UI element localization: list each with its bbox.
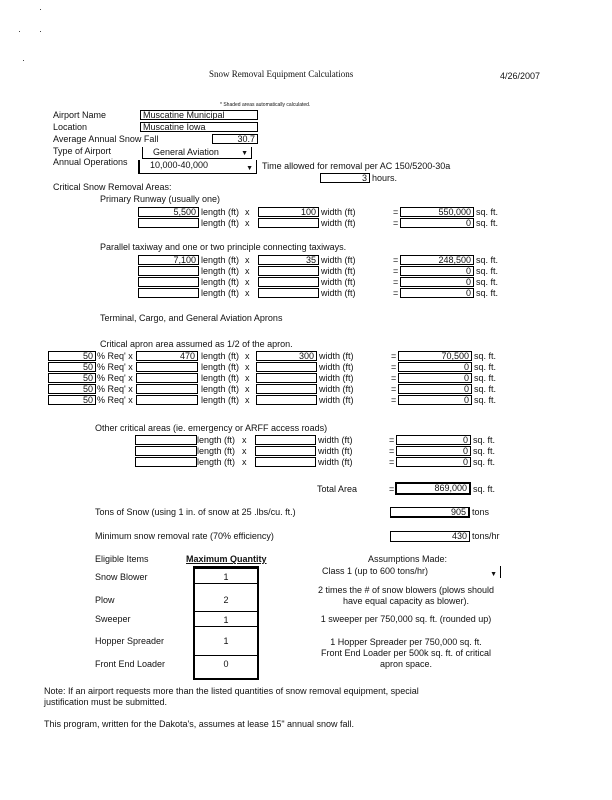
length-label: length (ft): [201, 362, 240, 372]
sweeper-qty: 1: [193, 611, 259, 627]
pct-req-label: % Req' x: [97, 351, 133, 361]
equals-sign: =: [393, 255, 399, 265]
length-label: length (ft): [197, 457, 236, 467]
sqft-unit: sq. ft.: [476, 218, 499, 228]
tons-output: 905: [390, 507, 470, 518]
runway-heading: Primary Runway (usually one): [100, 194, 221, 204]
length-label: length (ft): [201, 288, 240, 298]
apron-length-input[interactable]: [136, 395, 198, 405]
length-label: length (ft): [197, 435, 236, 445]
apron-width-input[interactable]: [256, 395, 317, 405]
total-area-label: Total Area: [317, 484, 358, 494]
width-label: width (ft): [321, 255, 356, 265]
airport-name-field[interactable]: Muscatine Municipal: [140, 110, 258, 120]
length-label: length (ft): [201, 207, 240, 217]
times-sign: x: [245, 218, 250, 228]
times-sign: x: [245, 207, 250, 217]
equals-sign: =: [391, 384, 397, 394]
length-label: length (ft): [201, 277, 240, 287]
equals-sign: =: [393, 218, 399, 228]
apron-length-input[interactable]: [136, 384, 198, 394]
equals-sign: =: [389, 446, 395, 456]
length-label: length (ft): [201, 373, 240, 383]
sqft-unit: sq. ft.: [474, 384, 497, 394]
equals-sign: =: [393, 277, 399, 287]
equals-sign: =: [393, 288, 399, 298]
taxiway-width-input[interactable]: 35: [258, 255, 319, 265]
other-areas-heading: Other critical areas (ie. emergency or ARFF access roads): [95, 423, 328, 433]
times-sign: x: [242, 435, 247, 445]
aprons-subheading: Critical apron area assumed as 1/2 of the apron.: [100, 339, 293, 349]
dropdown-arrow-icon: ▼: [490, 571, 497, 578]
length-label: length (ft): [201, 218, 240, 228]
width-label: width (ft): [318, 435, 353, 445]
taxiway-area-output: 248,500: [400, 255, 474, 265]
tons-unit: tons: [472, 507, 490, 517]
apron-pct-input[interactable]: 50: [48, 384, 96, 394]
airport-name-label: Airport Name: [53, 110, 107, 120]
sqft-unit: sq. ft.: [474, 362, 497, 372]
apron-area-output: 70,500: [398, 351, 472, 361]
taxiway-area-output: 0: [400, 277, 474, 287]
scan-speck: [23, 60, 24, 61]
dropdown-arrow-icon: ▼: [241, 150, 248, 157]
total-area-output: 869,000: [395, 482, 471, 495]
length-label: length (ft): [201, 255, 240, 265]
snow-class-value: Class 1 (up to 600 tons/hr): [322, 566, 429, 576]
length-label: length (ft): [197, 446, 236, 456]
taxiway-width-input[interactable]: [258, 266, 319, 276]
other-length-input[interactable]: [135, 457, 197, 467]
dakota-note: This program, written for the Dakota's, assumes at lease 15" annual snow fall.: [44, 719, 355, 729]
apron-length-input[interactable]: [136, 362, 198, 372]
annual-operations-select[interactable]: [138, 160, 257, 174]
hopper-spreader-qty: 1: [223, 636, 229, 646]
annual-operations-value: 10,000-40,000: [150, 160, 209, 170]
equipment-name: Hopper Spreader: [95, 636, 165, 646]
total-area-unit: sq. ft.: [473, 484, 496, 494]
width-label: width (ft): [321, 277, 356, 287]
equals-sign: =: [391, 351, 397, 361]
taxiway-length-input[interactable]: 7,100: [138, 255, 199, 265]
snowfall-field[interactable]: 30.7: [212, 134, 258, 144]
times-sign: x: [242, 457, 247, 467]
sqft-unit: sq. ft.: [476, 277, 499, 287]
location-label: Location: [53, 122, 88, 132]
annual-operations-label: Annual Operations: [53, 157, 128, 167]
apron-area-output: 0: [398, 362, 472, 372]
note-line2: justification must be submitted.: [44, 697, 168, 707]
width-label: width (ft): [321, 218, 356, 228]
pct-req-label: % Req' x: [97, 395, 133, 405]
equals-sign: =: [389, 484, 395, 494]
apron-pct-input[interactable]: 50: [48, 362, 96, 372]
sqft-unit: sq. ft.: [476, 207, 499, 217]
equals-sign: =: [389, 435, 395, 445]
times-sign: x: [245, 351, 250, 361]
front-end-loader-qty: 0: [193, 655, 259, 671]
runway-length-input[interactable]: 5,500: [138, 207, 199, 217]
times-sign: x: [245, 384, 250, 394]
airport-type-label: Type of Airport: [53, 146, 112, 156]
location-field[interactable]: Muscatine Iowa: [140, 122, 258, 132]
apron-width-input[interactable]: [256, 384, 317, 394]
runway-area-output: 0: [400, 218, 474, 228]
rate-output: 430: [390, 531, 470, 542]
loader-assumption-line1: Front End Loader per 500k sq. ft. of critical: [320, 648, 492, 658]
taxiway-area-output: 0: [400, 288, 474, 298]
sqft-unit: sq. ft.: [473, 435, 496, 445]
width-label: width (ft): [319, 351, 354, 361]
sqft-unit: sq. ft.: [476, 255, 499, 265]
apron-width-input[interactable]: 300: [256, 351, 317, 361]
width-label: width (ft): [321, 207, 356, 217]
taxiway-length-input[interactable]: [138, 266, 199, 276]
times-sign: x: [242, 446, 247, 456]
width-label: width (ft): [321, 288, 356, 298]
snowfall-label: Average Annual Snow Fall: [53, 134, 159, 144]
apron-area-output: 0: [398, 395, 472, 405]
taxiway-area-output: 0: [400, 266, 474, 276]
runway-width-input[interactable]: 100: [258, 207, 319, 217]
dropdown-arrow-icon: ▼: [246, 165, 253, 172]
other-width-input[interactable]: [255, 457, 316, 467]
equipment-name: Front End Loader: [95, 659, 166, 669]
apron-width-input[interactable]: [256, 362, 317, 372]
apron-length-input[interactable]: [136, 373, 198, 383]
sqft-unit: sq. ft.: [473, 446, 496, 456]
time-allowed-label: Time allowed for removal per AC 150/5200-30a: [262, 161, 451, 171]
taxiway-width-input[interactable]: [258, 288, 319, 298]
plow-assumption-line1: 2 times the # of snow blowers (plows should: [317, 585, 495, 595]
taxiway-length-input[interactable]: [138, 277, 199, 287]
equals-sign: =: [393, 207, 399, 217]
critical-areas-heading: Critical Snow Removal Areas:: [53, 182, 172, 192]
taxiway-length-input[interactable]: [138, 288, 199, 298]
shaded-note: * Shaded areas automatically calculated.: [220, 102, 311, 108]
length-label: length (ft): [201, 266, 240, 276]
equals-sign: =: [391, 395, 397, 405]
other-width-input[interactable]: [255, 435, 316, 445]
loader-assumption-line2: apron space.: [379, 659, 433, 669]
apron-area-output: 0: [398, 384, 472, 394]
assumptions-header: Assumptions Made:: [368, 554, 448, 564]
note-line1: Note: If an airport requests more than the listed quantities of snow removal equipment, special: [44, 686, 419, 696]
report-date: 4/26/2007: [500, 71, 541, 81]
sqft-unit: sq. ft.: [476, 266, 499, 276]
snow-blower-qty: 1: [193, 568, 259, 584]
apron-pct-input[interactable]: 50: [48, 395, 96, 405]
plow-qty: 2: [223, 595, 229, 605]
scan-speck: [19, 31, 20, 32]
times-sign: x: [245, 277, 250, 287]
runway-length-input[interactable]: [138, 218, 199, 228]
taxiway-heading: Parallel taxiway and one or two principle connecting taxiways.: [100, 242, 347, 252]
equipment-name: Plow: [95, 595, 115, 605]
runway-area-output: 550,000: [400, 207, 474, 217]
page-title: Snow Removal Equipment Calculations: [209, 69, 354, 79]
apron-area-output: 0: [398, 373, 472, 383]
snow-class-select[interactable]: [314, 566, 501, 578]
width-label: width (ft): [319, 362, 354, 372]
taxiway-width-input[interactable]: [258, 277, 319, 287]
sweeper-assumption: 1 sweeper per 750,000 sq. ft. (rounded up): [320, 614, 492, 624]
width-label: width (ft): [321, 266, 356, 276]
apron-width-input[interactable]: [256, 373, 317, 383]
sqft-unit: sq. ft.: [473, 457, 496, 467]
width-label: width (ft): [318, 457, 353, 467]
tons-label: Tons of Snow (using 1 in. of snow at 25 .lbs/cu. ft.): [95, 507, 296, 517]
width-label: width (ft): [319, 384, 354, 394]
sqft-unit: sq. ft.: [474, 351, 497, 361]
length-label: length (ft): [201, 351, 240, 361]
equals-sign: =: [393, 266, 399, 276]
apron-pct-input[interactable]: 50: [48, 351, 96, 361]
equals-sign: =: [389, 457, 395, 467]
equipment-name: Sweeper: [95, 614, 131, 624]
times-sign: x: [245, 395, 250, 405]
times-sign: x: [245, 266, 250, 276]
airport-type-value: General Aviation: [153, 147, 219, 157]
hopper-assumption: 1 Hopper Spreader per 750,000 sq. ft.: [330, 637, 482, 647]
other-area-output: 0: [396, 446, 471, 456]
times-sign: x: [245, 362, 250, 372]
times-sign: x: [245, 255, 250, 265]
rate-label: Minimum snow removal rate (70% efficiency): [95, 531, 274, 541]
scan-speck: [40, 31, 41, 32]
pct-req-label: % Req' x: [97, 373, 133, 383]
equipment-name: Snow Blower: [95, 572, 148, 582]
pct-req-label: % Req' x: [97, 384, 133, 394]
width-label: width (ft): [319, 373, 354, 383]
times-sign: x: [245, 373, 250, 383]
pct-req-label: % Req' x: [97, 362, 133, 372]
other-width-input[interactable]: [255, 446, 316, 456]
hours-unit: hours.: [372, 173, 398, 183]
runway-width-input[interactable]: [258, 218, 319, 228]
aprons-heading: Terminal, Cargo, and General Aviation Aprons: [100, 313, 283, 323]
sqft-unit: sq. ft.: [474, 373, 497, 383]
other-length-input[interactable]: [135, 446, 197, 456]
other-area-output: 0: [396, 457, 471, 467]
width-label: width (ft): [318, 446, 353, 456]
width-label: width (ft): [319, 395, 354, 405]
times-sign: x: [245, 288, 250, 298]
plow-assumption-line2: have equal capacity as blower).: [342, 596, 470, 606]
other-length-input[interactable]: [135, 435, 197, 445]
other-area-output: 0: [396, 435, 471, 445]
max-quantity-header: Maximum Quantity: [186, 554, 267, 564]
equals-sign: =: [391, 362, 397, 372]
length-label: length (ft): [201, 395, 240, 405]
apron-length-input[interactable]: 470: [136, 351, 198, 361]
sqft-unit: sq. ft.: [476, 288, 499, 298]
equals-sign: =: [391, 373, 397, 383]
length-label: length (ft): [201, 384, 240, 394]
apron-pct-input[interactable]: 50: [48, 373, 96, 383]
rate-unit: tons/hr: [472, 531, 500, 541]
sqft-unit: sq. ft.: [474, 395, 497, 405]
scan-speck: [40, 9, 41, 10]
eligible-items-header: Eligible Items: [95, 554, 149, 564]
time-allowed-field[interactable]: 3: [320, 173, 370, 183]
airport-type-select[interactable]: [142, 147, 252, 159]
